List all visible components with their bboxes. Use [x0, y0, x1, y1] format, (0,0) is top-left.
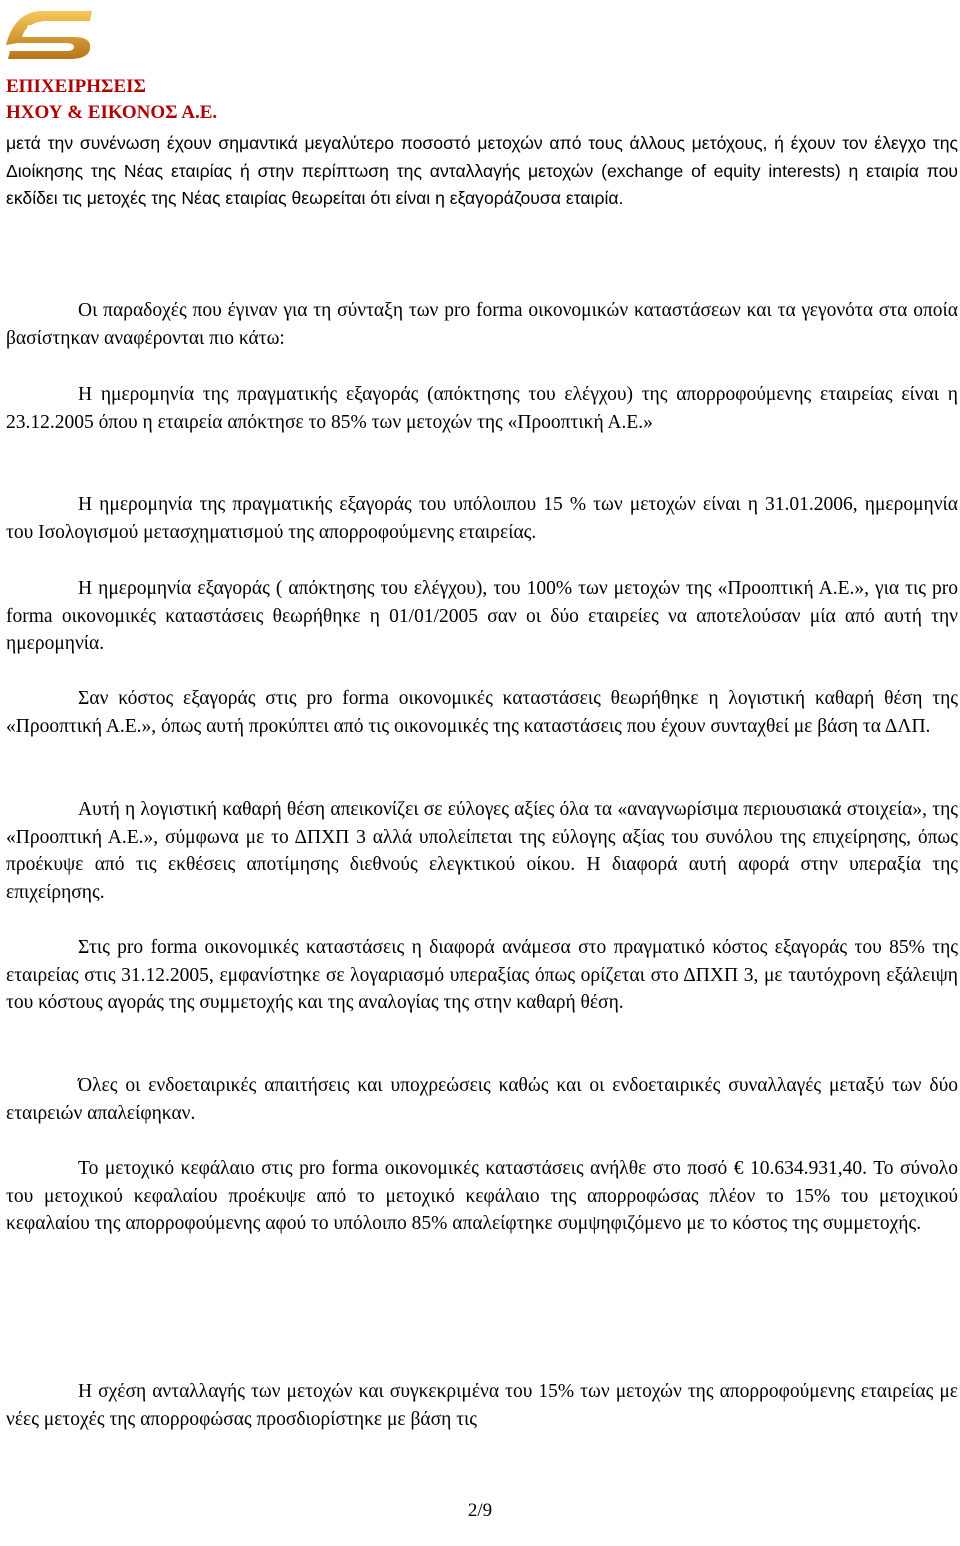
- paragraph-goodwill: Στις pro forma οικονομικές καταστάσεις η διαφορά ανάμεσα στο πραγματικό κόστος εξαγοράς του 85% της εταιρείας στις 31.12.2005, εμφανίστηκε σε λογαριασμό υπεραξίας όπως ορίζεται στο ΔΠΧΠ 3, με ταυτόχρονη εξάλειψη του κόστους αγοράς της συμμετοχής και της αναλογίας της στην καθαρή θέση.: [6, 937, 958, 1013]
- paragraph-pro-forma-date: Η ημερομηνία εξαγοράς ( απόκτησης του ελέγχου), του 100% των μετοχών της «Προοπτική Α.Ε.», για τις pro forma οικονομικές καταστάσεις θεωρήθηκε η 01/01/2005 σαν οι δύο εταιρείες να αποτελούσαν μία από αυτή την ημερομηνία.: [6, 578, 958, 654]
- paragraph-eliminations: Όλες οι ενδοεταιρικές απαιτήσεις και υποχρεώσεις καθώς και οι ενδοεταιρικές συναλλαγές μεταξύ των δύο εταιρειών απαλείφηκαν.: [6, 1075, 958, 1124]
- paragraph-fair-value: Αυτή η λογιστική καθαρή θέση απεικονίζει σε εύλογες αξίες όλα τα «αναγνωρίσιμα περιουσιακά στοιχεία», της «Προοπτική Α.Ε.», σύμφωνα με το ΔΠΧΠ 3 αλλά υπολείπεται της εύλογης αξίας του συνόλου της επιχείρησης, όπως προέκυψε από τις εκθέσεις αποτίμησης διεθνούς ελεγκτικού οίκου. Η διαφορά αυτή αφορά στην υπεραξία της επιχείρησης.: [6, 799, 958, 903]
- paragraph-acquisition-cost: Σαν κόστος εξαγοράς στις pro forma οικονομικές καταστάσεις θεωρήθηκε η λογιστική καθαρή θέση της «Προοπτική Α.Ε.», όπως αυτή προκύπτει από τις οικονομικές της καταστάσεις που έχουν συνταχθεί με βάση τα ΔΛΠ.: [6, 688, 958, 737]
- company-logo: [4, 5, 94, 61]
- paragraph-share-capital: Το μετοχικό κεφάλαιο στις pro forma οικονομικές καταστάσεις ανήλθε στο ποσό € 10.634.931,40. Το σύνολο του μετοχικού κεφαλαίου προέκυψε από το μετοχικό κεφάλαιο της απορροφώσας πλέον το 15% του μετοχικού κεφαλαίου της απορροφούμενης αφού το υπόλοιπο 85% απαλείφτηκε συμψηφιζόμενο με το κόστος της συμμετοχής.: [6, 1158, 958, 1234]
- company-name-line1: ΕΠΙΧΕΙΡΗΣΕΙΣ: [6, 76, 146, 97]
- paragraph-acquisition-date: Η ημερομηνία της πραγματικής εξαγοράς (απόκτησης του ελέγχου) της απορροφούμενης εταιρείας είναι η 23.12.2005 όπου η εταιρεία απόκτησε το 85% των μετοχών της «Προοπτική Α.Ε.»: [6, 384, 958, 433]
- paragraph-exchange-ratio: Η σχέση ανταλλαγής των μετοχών και συγκεκριμένα του 15% των μετοχών της απορροφούμενης εταιρείας με νέες μετοχές της απορροφώσας προσδιορίστηκε με βάση τις: [6, 1381, 958, 1430]
- company-name: [6, 74, 217, 126]
- company-name-line2: ΗΧΟΥ & ΕΙΚΟΝΟΣ Α.Ε.: [6, 102, 218, 123]
- paragraph-assumptions: Οι παραδοχές που έγιναν για τη σύνταξη των pro forma οικονομικών καταστάσεων και τα γεγονότα στα οποία βασίστηκαν αναφέρονται πιο κάτω:: [6, 300, 958, 349]
- paragraph-merger-definition: μετά την συνένωση έχουν σημαντικά μεγαλύτερο ποσοστό μετοχών από τους άλλους μετόχους, ή έχουν τον έλεγχο της Διοίκησης της Νέας εταιρίας ή στην περίπτωση της ανταλλαγής μετοχών (exchange of equity interests) η εταιρία που εκδίδει τις μετοχές της Νέας εταιρίας θεωρείται ότι είναι η εξαγοράζουσα εταιρία.: [6, 133, 958, 208]
- paragraph-remaining-acquisition: Η ημερομηνία της πραγματικής εξαγοράς του υπόλοιπου 15 % των μετοχών είναι η 31.01.2006, ημερομηνία του Ισολογισμού μετασχηματισμού της απορροφούμενης εταιρείας.: [6, 494, 958, 543]
- page-number: 2/9: [467, 1500, 493, 1521]
